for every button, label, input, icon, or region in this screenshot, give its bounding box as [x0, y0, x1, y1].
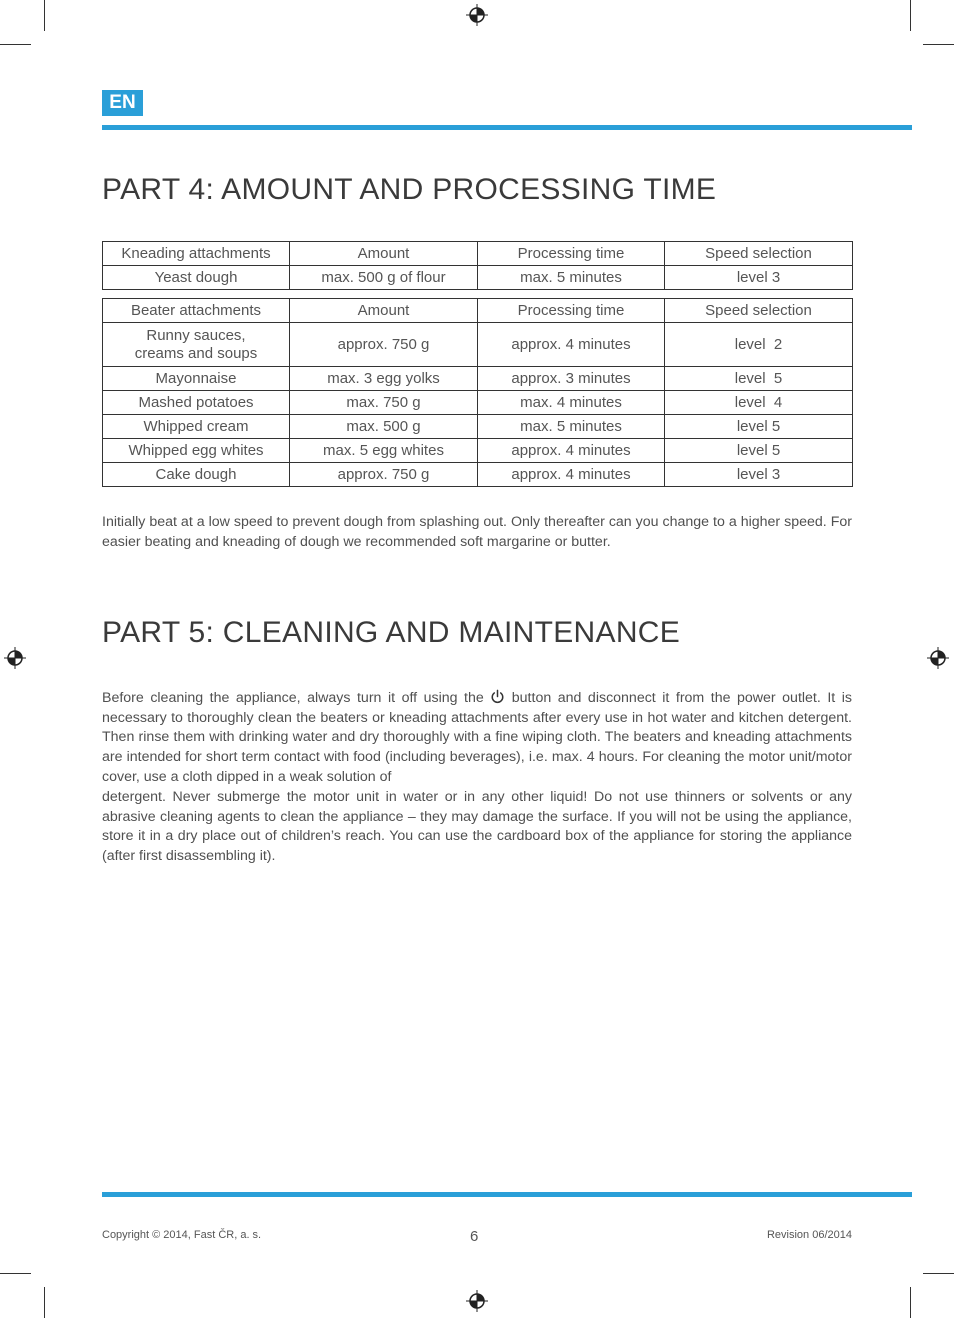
crop-mark: [44, 0, 45, 31]
table-cell: Mayonnaise: [103, 367, 290, 391]
registration-mark-icon: [466, 1290, 488, 1312]
table-cell: level 3: [665, 266, 853, 290]
table-header-row: [103, 299, 853, 323]
header-rule: [102, 125, 912, 130]
table-cell: approx. 3 minutes: [478, 367, 665, 391]
table-cell: Runny sauces, creams and soups: [103, 323, 290, 367]
table-cell: max. 5 egg whites: [290, 439, 478, 463]
table-row: [103, 391, 853, 415]
table-cell: max. 4 minutes: [478, 391, 665, 415]
table-cell: Whipped egg whites: [103, 439, 290, 463]
part5-paragraph-continued: detergent. Never submerge the motor unit in water or in any other liquid! Do not use thinners or solvents or any abrasive cleaning agents to clean the appliance – they may damage the surface. If you will not be using the appliance, store it in a dry place out of children’s reach. You can use the cardboard box of the appliance for storing the appliance (after first disassembling it).: [102, 789, 852, 865]
table-cell: level 5: [665, 367, 853, 391]
table-cell: max. 500 g of flour: [290, 266, 478, 290]
table-row: [103, 266, 853, 290]
table-header-cell: Speed selection: [665, 299, 853, 323]
table-cell: level 2: [665, 323, 853, 367]
crop-mark: [0, 44, 31, 45]
crop-mark: [44, 1287, 45, 1318]
table-cell: max. 5 minutes: [478, 266, 665, 290]
table-header-row: [103, 242, 853, 266]
table-cell: level 5: [665, 415, 853, 439]
table-cell: Whipped cream: [103, 415, 290, 439]
part5-title: PART 5: CLEANING AND MAINTENANCE: [102, 616, 681, 649]
part5-paragraph: [102, 689, 852, 788]
power-icon: [490, 689, 505, 704]
kneading-table: [102, 241, 853, 290]
part4-note: Initially beat at a low speed to prevent dough from splashing out. Only thereafter can you change to a higher speed. For easier beating and kneading of dough we recommended soft margarine or butter.: [102, 514, 852, 550]
table-header-cell: Kneading attachments: [103, 242, 290, 266]
copyright-text: Copyright © 2014, Fast ČR, a. s.: [102, 1229, 262, 1241]
table-cell: max. 750 g: [290, 391, 478, 415]
registration-mark-icon: [927, 647, 949, 669]
crop-mark: [923, 44, 954, 45]
table-cell: approx. 4 minutes: [478, 323, 665, 367]
table-cell: approx. 750 g: [290, 463, 478, 487]
table-cell: approx. 4 minutes: [478, 439, 665, 463]
crop-mark: [923, 1273, 954, 1274]
revision-text: Revision 06/2014: [766, 1229, 852, 1241]
part4-title: PART 4: AMOUNT AND PROCESSING TIME: [102, 173, 717, 206]
table-row: [103, 463, 853, 487]
footer-rule: [102, 1192, 912, 1197]
language-badge: EN: [102, 90, 143, 116]
part5-text-middle: button and disconnect it from the power outlet. It is necessary to thoroughly clean the beaters or kneading attachments after every use in hot water and kitchen detergent. Then rinse them with drinking water and dry thoroughly with a fine wiping cloth. The beaters and kneading attachments are intended for short term contact with food (including beverages), i.e. max. 4 hours. For cleaning the motor unit/motor cover, use a cloth dipped in a weak solution of: [102, 690, 852, 785]
table-cell: approx. 750 g: [290, 323, 478, 367]
table-cell: Yeast dough: [103, 266, 290, 290]
table-cell: level 5: [665, 439, 853, 463]
table-header-cell: Processing time: [478, 242, 665, 266]
part5-text-start: Before cleaning the appliance, always turn it off using the: [102, 690, 484, 706]
table-cell: level 3: [665, 463, 853, 487]
crop-mark: [910, 0, 911, 31]
crop-mark: [910, 1287, 911, 1318]
table-cell: max. 500 g: [290, 415, 478, 439]
table-header-cell: Amount: [290, 242, 478, 266]
table-row: [103, 367, 853, 391]
registration-mark-icon: [4, 647, 26, 669]
table-row: [103, 415, 853, 439]
table-cell: level 4: [665, 391, 853, 415]
table-cell: max. 5 minutes: [478, 415, 665, 439]
table-header-cell: Beater attachments: [103, 299, 290, 323]
table-cell: approx. 4 minutes: [478, 463, 665, 487]
table-cell: max. 3 egg yolks: [290, 367, 478, 391]
page-number: 6: [470, 1228, 479, 1245]
crop-mark: [0, 1273, 31, 1274]
table-header-cell: Processing time: [478, 299, 665, 323]
registration-mark-icon: [466, 4, 488, 26]
table-cell: Cake dough: [103, 463, 290, 487]
table-header-cell: Speed selection: [665, 242, 853, 266]
beater-table: [102, 298, 853, 487]
table-header-cell: Amount: [290, 299, 478, 323]
table-row: [103, 323, 853, 367]
table-cell: Mashed potatoes: [103, 391, 290, 415]
table-row: [103, 439, 853, 463]
